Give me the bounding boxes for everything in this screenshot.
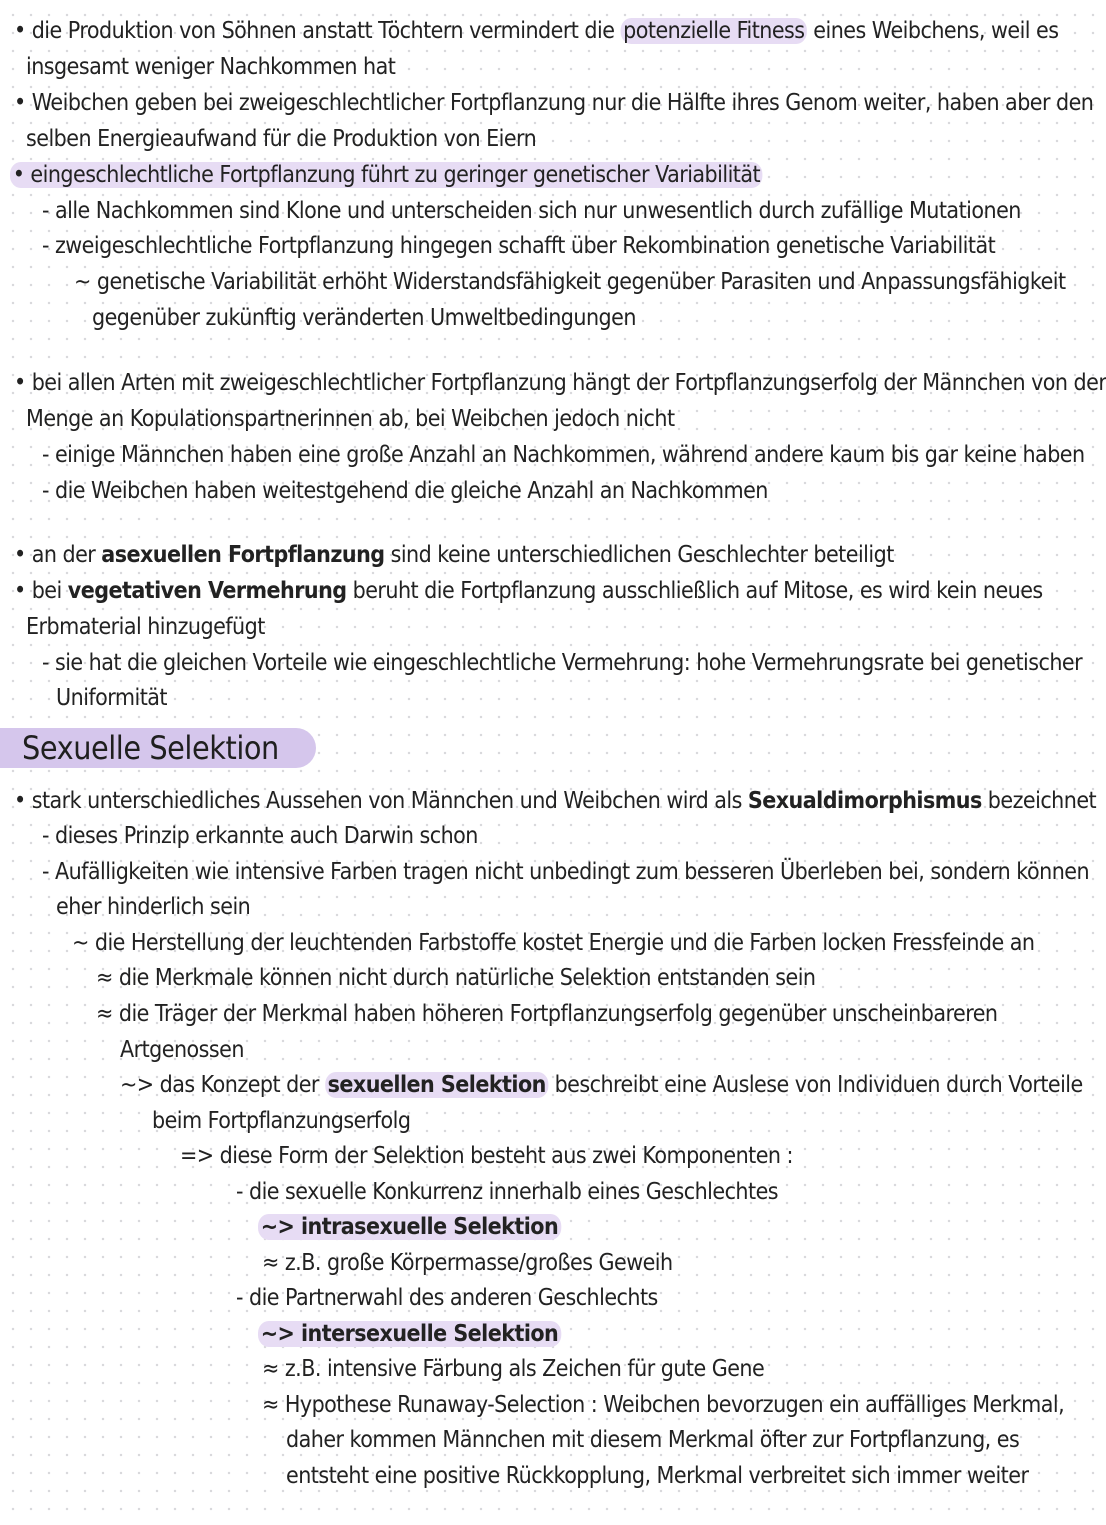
note-line: => diese Form der Selektion besteht aus zwei Komponenten : bbox=[180, 1143, 793, 1169]
bold-term: asexuellen Fortpflanzung bbox=[101, 542, 385, 568]
bold-term: sexuellen Selektion bbox=[325, 1072, 549, 1098]
note-line: eher hinderlich sein bbox=[56, 894, 251, 920]
highlight: potenzielle Fitness bbox=[620, 18, 807, 44]
note-line: Menge an Kopulationspartnerinnen ab, bei Weibchen jedoch nicht bbox=[26, 406, 675, 432]
note-line: • die Produktion von Söhnen anstatt Töchtern vermindert die potenzielle Fitness eines Weibchens, weil es bbox=[14, 18, 1059, 44]
note-line: - Aufälligkeiten wie intensive Farben tragen nicht unbedingt zum besseren Überleben bei, sondern können bbox=[42, 859, 1090, 885]
bold-term: ~> intrasexuelle Selektion bbox=[258, 1214, 561, 1240]
note-line: - sie hat die gleichen Vorteile wie eingeschlechtliche Vermehrung: hohe Vermehrungsrate bei genetischer bbox=[42, 650, 1083, 676]
note-line: entsteht eine positive Rückkopplung, Merkmal verbreitet sich immer weiter bbox=[286, 1463, 1029, 1489]
note-line: Erbmaterial hinzugefügt bbox=[26, 614, 265, 640]
note-line: - einige Männchen haben eine große Anzahl an Nachkommen, während andere kaum bis gar keine haben bbox=[42, 442, 1085, 468]
note-line: • stark unterschiedliches Aussehen von Männchen und Weibchen wird als Sexualdimorphismus bezeichnet bbox=[14, 788, 1097, 814]
note-line: ~ die Herstellung der leuchtenden Farbstoffe kostet Energie und die Farben locken Fressfeinde an bbox=[72, 930, 1035, 956]
note-line: • an der asexuellen Fortpflanzung sind keine unterschiedlichen Geschlechter beteiligt bbox=[14, 542, 894, 568]
note-line: insgesamt weniger Nachkommen hat bbox=[26, 54, 396, 80]
note-line: • Weibchen geben bei zweigeschlechtlicher Fortpflanzung nur die Hälfte ihres Genom weiter, haben aber den bbox=[14, 90, 1094, 116]
note-line: ~> das Konzept der sexuellen Selektion beschreibt eine Auslese von Individuen durch Vorteile bbox=[120, 1072, 1083, 1098]
note-line: beim Fortpflanzungserfolg bbox=[152, 1108, 411, 1134]
note-line: • bei allen Arten mit zweigeschlechtlicher Fortpflanzung hängt der Fortpflanzungserfolg der Männchen von der bbox=[14, 370, 1106, 396]
note-line: gegenüber zukünftig veränderten Umweltbedingungen bbox=[92, 305, 636, 331]
note-line: ≈ z.B. große Körpermasse/großes Geweih bbox=[262, 1250, 673, 1276]
note-line: Uniformität bbox=[56, 685, 168, 711]
note-line: daher kommen Männchen mit diesem Merkmal öfter zur Fortpflanzung, es bbox=[286, 1427, 1020, 1453]
bold-term: ~> intersexuelle Selektion bbox=[258, 1321, 561, 1347]
note-line: Artgenossen bbox=[120, 1037, 244, 1063]
note-line: • bei vegetativen Vermehrung beruht die Fortpflanzung ausschließlich auf Mitose, es wird kein neues bbox=[14, 578, 1043, 604]
highlight: • eingeschlechtliche Fortpflanzung führt zu geringer genetischer Variabilität bbox=[10, 162, 763, 188]
note-line: ≈ z.B. intensive Färbung als Zeichen für gute Gene bbox=[262, 1356, 765, 1382]
note-line: - die Partnerwahl des anderen Geschlechts bbox=[236, 1285, 658, 1311]
note-line bbox=[10, 160, 763, 190]
note-line: - alle Nachkommen sind Klone und unterscheiden sich nur unwesentlich durch zufällige Mutationen bbox=[42, 198, 1021, 224]
note-line: ≈ die Träger der Merkmal haben höheren Fortpflanzungserfolg gegenüber unscheinbareren bbox=[96, 1001, 998, 1027]
note-line: - die Weibchen haben weitestgehend die gleiche Anzahl an Nachkommen bbox=[42, 478, 768, 504]
note-line: - die sexuelle Konkurrenz innerhalb eines Geschlechtes bbox=[236, 1179, 779, 1205]
bold-term: Sexualdimorphismus bbox=[747, 788, 982, 814]
note-line: - dieses Prinzip erkannte auch Darwin schon bbox=[42, 823, 478, 849]
note-line: ≈ Hypothese Runaway-Selection : Weibchen bevorzugen ein auffälliges Merkmal, bbox=[262, 1392, 1065, 1418]
note-line bbox=[258, 1319, 561, 1349]
section-heading: Sexuelle Selektion bbox=[22, 729, 279, 767]
note-line: selben Energieaufwand für die Produktion von Eiern bbox=[26, 126, 537, 152]
note-line: - zweigeschlechtliche Fortpflanzung hingegen schafft über Rekombination genetische Variabilität bbox=[42, 233, 996, 259]
note-line: ~ genetische Variabilität erhöht Widerstandsfähigkeit gegenüber Parasiten und Anpassungsfähigkeit bbox=[74, 269, 1066, 295]
bold-term: vegetativen Vermehrung bbox=[67, 578, 347, 604]
note-line bbox=[258, 1212, 561, 1242]
note-line: ≈ die Merkmale können nicht durch natürliche Selektion entstanden sein bbox=[96, 965, 816, 991]
